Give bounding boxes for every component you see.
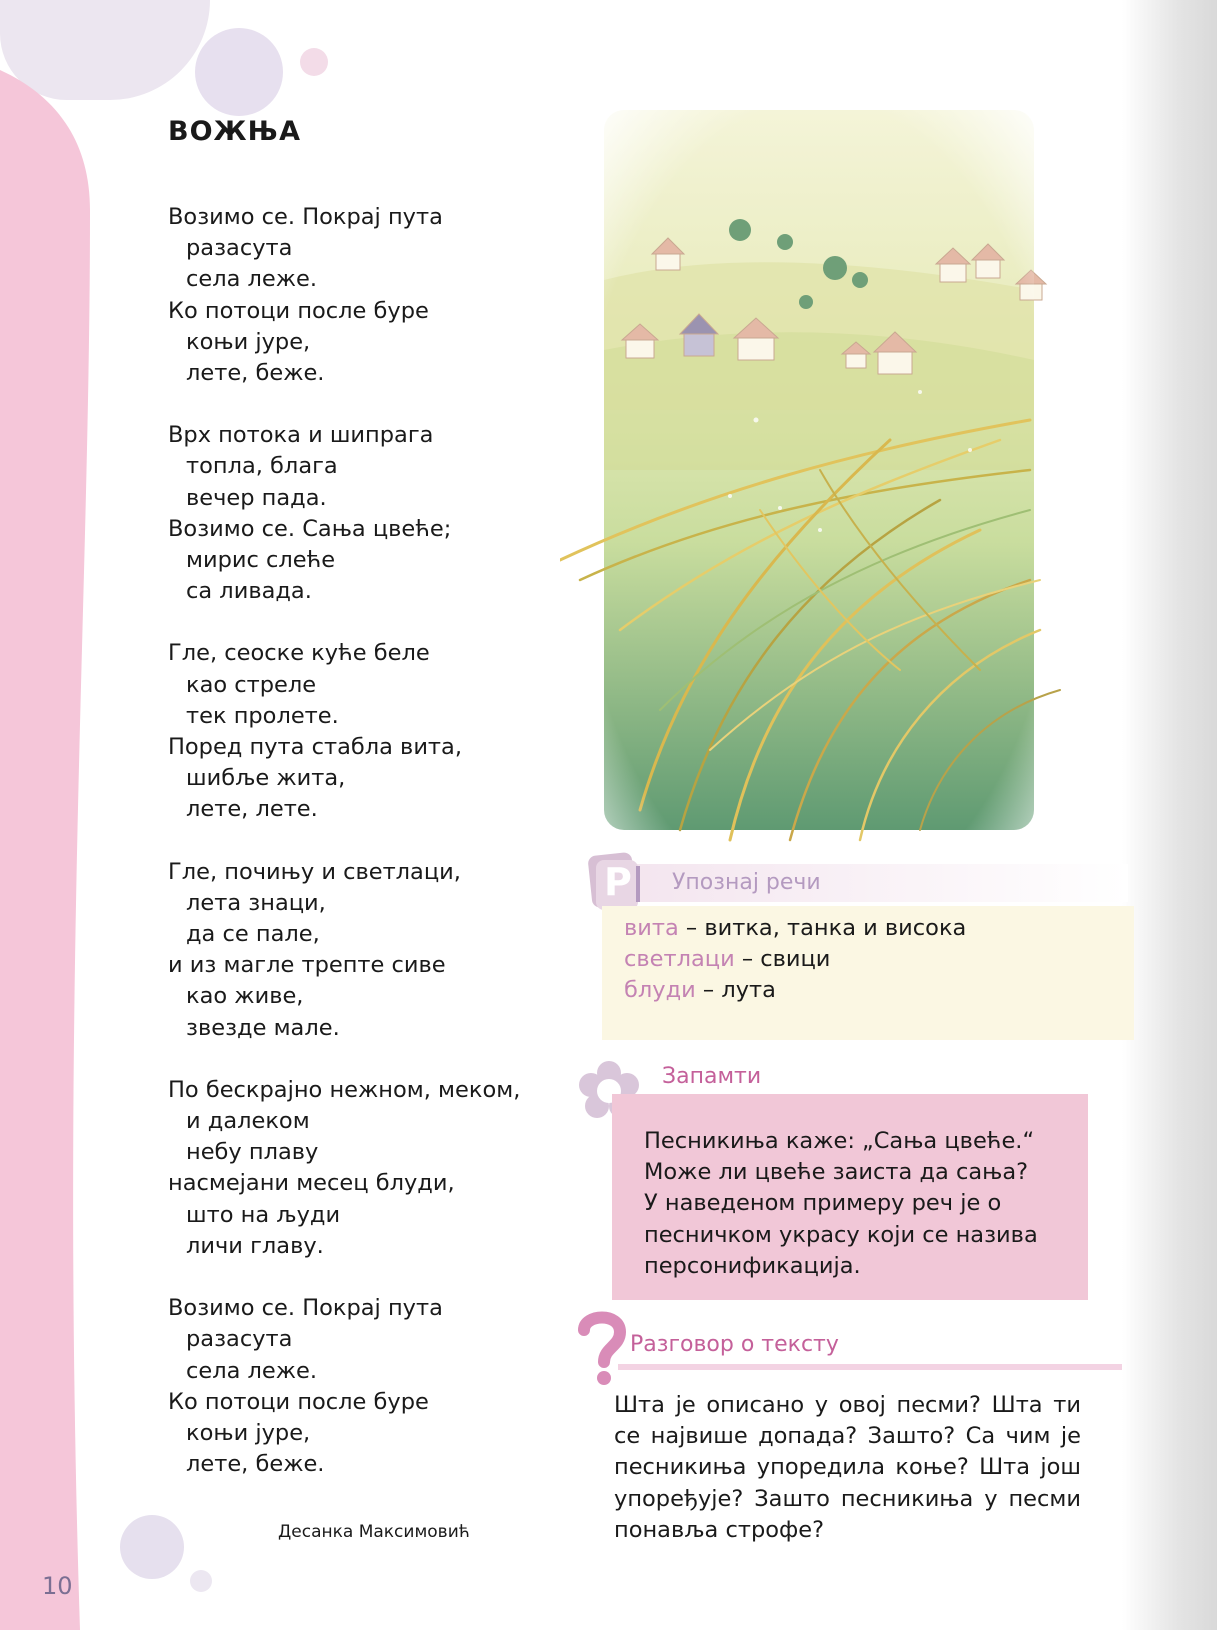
poem-line: села леже. — [186, 266, 318, 293]
decor-circle — [190, 1570, 212, 1592]
discussion-rule — [618, 1364, 1122, 1370]
poem-stanza — [168, 1075, 558, 1262]
pink-side-band — [0, 0, 140, 1630]
poem-line: мирис слеће — [186, 547, 336, 574]
poem-line: што на људи — [186, 1201, 341, 1228]
poem-line: лета знаци, — [186, 889, 326, 916]
decor-circle — [120, 1515, 184, 1579]
poem-stanza — [168, 202, 558, 389]
poem-line: личи главу. — [186, 1232, 324, 1259]
remember-line: персонификација. — [644, 1252, 861, 1279]
poem-line: Врх потока и шипрага — [168, 422, 434, 449]
page-number: 10 — [42, 1572, 73, 1600]
poem-line: разасута — [186, 235, 293, 262]
poem — [168, 202, 558, 1511]
poem-line: По бескрајно нежном, меком, — [168, 1076, 521, 1103]
decor-circle — [300, 48, 328, 76]
vocab-definition: – свици — [734, 946, 831, 973]
poem-line: Возимо се. Покрај пута — [168, 204, 443, 230]
poem-title: ВОЖЊА — [168, 116, 301, 147]
poem-line: Гле, почињу и светлаци, — [168, 858, 461, 885]
poem-line: као живе, — [186, 983, 304, 1010]
poem-stanza — [168, 420, 558, 607]
poem-line: и из магле трепте сиве — [168, 952, 446, 979]
poem-line: Возимо се. Покрај пута — [168, 1295, 443, 1322]
vocab-icon-letter: Р — [604, 860, 632, 904]
poem-line: насмејани месец блуди, — [168, 1170, 455, 1197]
poem-stanza — [168, 1293, 558, 1480]
remember-line: У наведеном примеру реч је о — [644, 1190, 1002, 1217]
poem-line: лете, беже. — [186, 1451, 325, 1478]
poem-line: Возимо се. Сања цвеће; — [168, 515, 452, 542]
remember-line: Песникиња каже: „Сања цвеће.“ — [644, 1128, 1035, 1154]
poem-line: Ко потоци после буре — [168, 1388, 429, 1415]
vocab-heading: Упознај речи — [672, 870, 821, 895]
poem-line: села леже. — [186, 1357, 318, 1384]
remember-line: песничком украсу који се назива — [644, 1221, 1038, 1248]
poem-line: лете, беже. — [186, 360, 325, 387]
discussion-heading: Разговор о тексту — [630, 1332, 839, 1357]
poem-line: тек пролете. — [186, 702, 339, 729]
poem-stanza — [168, 638, 558, 825]
vocab-item — [624, 944, 966, 975]
vocab-definition: – лута — [695, 977, 776, 1004]
poem-line: коњи јуре, — [186, 328, 311, 355]
poem-line: Ко потоци после буре — [168, 297, 429, 324]
poem-line: Гле, сеоске куће беле — [168, 640, 430, 667]
poem-line: Поред пута стабла вита, — [168, 734, 462, 761]
vocab-item — [624, 913, 966, 944]
discussion-line: песникиња упоредила коње? Шта још — [614, 1454, 1081, 1481]
question-mark-icon — [576, 1310, 628, 1386]
remember-line: Може ли цвеће заиста да сања? — [644, 1159, 1029, 1186]
poem-line: звезде мале. — [186, 1014, 340, 1041]
poem-line: и далеком — [186, 1108, 310, 1135]
vocab-term: вита — [624, 915, 679, 941]
vocab-list — [624, 913, 966, 1007]
decor-circle — [195, 28, 283, 116]
poem-line: разасута — [186, 1326, 293, 1353]
poem-line: топла, блага — [186, 453, 338, 480]
poem-line: вечер пада. — [186, 484, 327, 511]
poem-line: као стреле — [186, 671, 317, 698]
vocab-item — [624, 975, 966, 1006]
remember-heading: Запамти — [662, 1064, 762, 1089]
poem-author: Десанка Максимовић — [278, 1522, 470, 1542]
vocab-term: светлаци — [624, 946, 735, 973]
poem-line: са ливада. — [186, 578, 312, 605]
poem-line: небу плаву — [186, 1139, 319, 1166]
discussion-text — [614, 1390, 1081, 1546]
discussion-line: упоређује? Зашто песникиња у песми — [614, 1485, 1081, 1512]
remember-text — [644, 1126, 1038, 1282]
discussion-line: се највише допада? Зашто? Са чим је — [614, 1423, 1081, 1450]
poem-line: шибље жита, — [186, 765, 346, 792]
vocab-definition: – витка, танка и висока — [678, 915, 967, 941]
poem-line: лете, лете. — [186, 796, 318, 823]
poem-stanza — [168, 857, 558, 1044]
page-edge-shadow — [1122, 0, 1217, 1630]
discussion-line: понавља строфе? — [614, 1516, 825, 1543]
discussion-line: Шта је описано у овој песми? Шта ти — [614, 1392, 1081, 1418]
vocab-term: блуди — [624, 977, 696, 1004]
poem-line: да се пале, — [186, 921, 320, 948]
meadow-village-illustration — [560, 110, 1080, 850]
poem-line: коњи јуре, — [186, 1419, 311, 1446]
